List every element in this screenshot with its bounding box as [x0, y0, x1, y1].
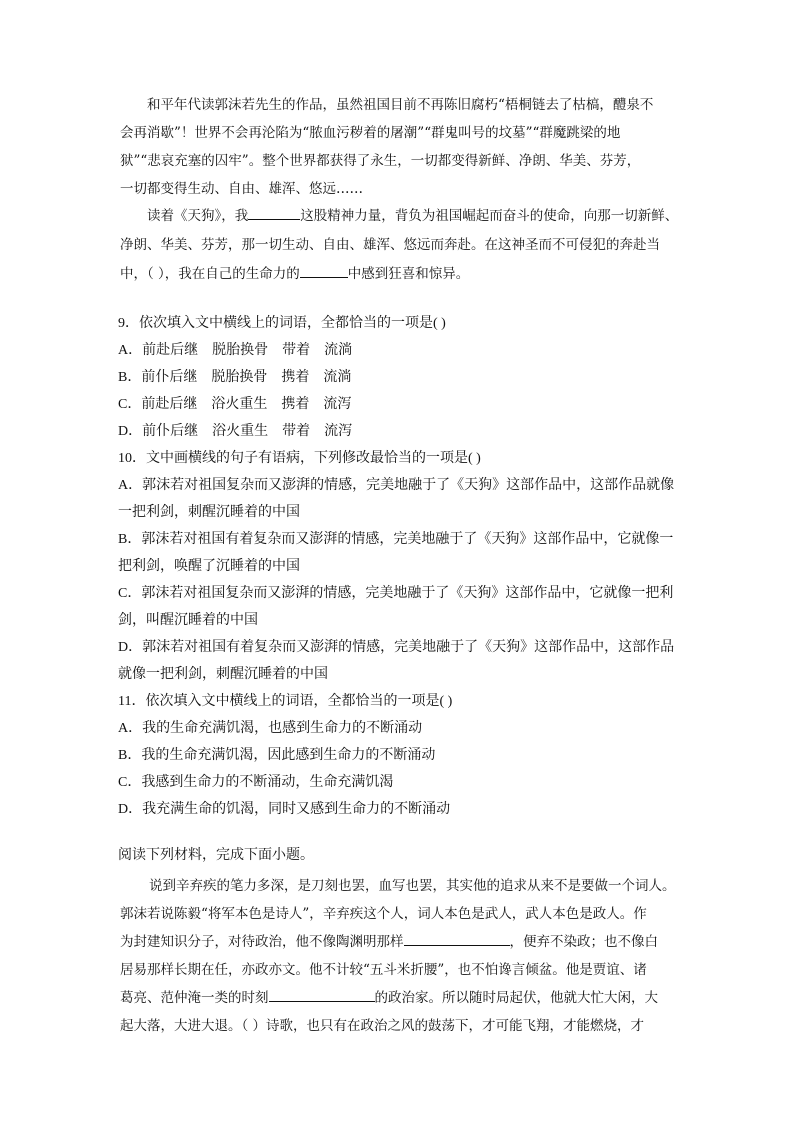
passage-paragraph-1: [120, 91, 676, 203]
passage-2: [120, 872, 676, 1040]
passage-paragraph-2: [120, 202, 679, 289]
question-9-option-d: D．前仆后继 浴火重生 带着 流泻: [118, 424, 353, 439]
question-10-option-b-cont: 把利剑，唤醒了沉睡着的中国: [118, 559, 300, 574]
text-segment: 的政治家。所以随时局起伏，他就大忙大闲，大: [374, 990, 658, 1006]
question-11-stem: 11．依次填入文中横线上的词语，全都恰当的一项是( ): [118, 694, 453, 709]
text-line: [120, 1012, 676, 1040]
fill-blank: [300, 265, 348, 278]
text-segment: 起大落，大进大退。（ ）诗歌，也只有在政治之风的鼓荡下，才可能飞翔，才能燃烧，才: [120, 1018, 645, 1034]
fill-blank: [248, 207, 300, 220]
question-9-option-a: A．前赴后继 脱胎换骨 带着 流淌: [118, 343, 353, 358]
section-instruction: 阅读下列材料，完成下面小题。: [118, 848, 314, 863]
text-line: [120, 202, 679, 231]
text-segment: 葛亮、范仲淹一类的时刻: [120, 990, 269, 1006]
text-line: [120, 928, 676, 956]
text-segment: ，便弃不染政；也不像白: [509, 934, 658, 950]
question-10-option-b: B．郭沫若对祖国有着复杂而又澎湃的情感，完美地融于了《天狗》这部作品中，它就像一: [118, 532, 674, 547]
text-segment: 读着《天狗》，我: [147, 208, 249, 224]
text-segment: 中感到狂喜和惊异。: [347, 266, 470, 282]
question-10-stem: 10．文中画横线的句子有语病，下列修改最恰当的一项是( ): [118, 451, 481, 466]
text-line: 会再消歇”！世界不会再沦陷为“脓血污秽着的屠潮”“群鬼叫号的坟墓”“群魔跳梁的地: [120, 125, 621, 141]
text-line: [120, 956, 676, 984]
text-line: 狱”“悲哀充塞的囚牢”。整个世界都获得了永生，一切都变得新鲜、净朗、华美、芬芳，: [120, 153, 641, 169]
question-11-option-d: D．我充满生命的饥渴，同时又感到生命力的不断涌动: [118, 802, 451, 817]
question-10-option-c: C．郭沫若对祖国复杂而又澎湃的情感，完美地融于了《天狗》这部作品中，它就像一把利: [118, 586, 674, 601]
question-9-option-b: B．前仆后继 脱胎换骨 携着 流淌: [118, 370, 352, 385]
fill-blank: [404, 933, 510, 946]
question-10-option-d-cont: 就像一把利剑，刺醒沉睡着的中国: [118, 667, 328, 682]
text-line: [120, 231, 676, 260]
question-10-option-a: A．郭沫若对祖国复杂而又澎湃的情感，完美地融于了《天狗》这部作品中，这部作品就像: [118, 478, 675, 493]
question-9-option-c: C．前赴后继 浴火重生 携着 流泻: [118, 397, 352, 412]
text-line: [120, 984, 676, 1012]
question-11-option-b: B．我的生命充满饥渴，因此感到生命力的不断涌动: [118, 748, 436, 763]
question-11-option-a: A．我的生命充满饥渴，也感到生命力的不断涌动: [118, 721, 423, 736]
text-segment: 居易那样长期在任，亦政亦文。他不计较“五斗米折腰”，也不怕谗言倾盆。他是贾谊、诸: [120, 962, 647, 978]
question-9-stem: 9．依次填入文中横线上的词语，全都恰当的一项是( ): [118, 316, 446, 331]
text-segment: 为封建知识分子，对待政治，他不像陶渊明那样: [120, 934, 404, 950]
text-segment: 这股精神力量，背负为祖国崛起而奋斗的使命，向那一切新鲜、: [300, 208, 679, 224]
text-line: [120, 872, 676, 900]
text-segment: 郭沫若说陈毅“将军本色是诗人”，辛弃疾这个人，词人本色是武人，武人本色是政人。作: [120, 906, 647, 922]
fill-blank: [269, 989, 375, 1002]
question-10-option-d: D．郭沫若对祖国有着复杂而又澎湃的情感，完美地融于了《天狗》这部作品中，这部作品: [118, 640, 675, 655]
question-10-option-a-cont: 一把利剑，刺醒沉睡着的中国: [118, 505, 300, 520]
question-10-option-c-cont: 剑，叫醒沉睡着的中国: [118, 613, 258, 628]
text-segment: 中，（ ），我在自己的生命力的: [120, 266, 300, 282]
text-line: 和平年代读郭沫若先生的作品，虽然祖国目前不再陈旧腐朽“梧桐链去了枯槁，醴泉不: [147, 97, 654, 113]
text-segment: 净朗、华美、芬芳，那一切生动、自由、雄浑、悠远而奔赴。在这神圣而不可侵犯的奔赴当: [120, 237, 660, 253]
text-line: 一切都变得生动、自由、雄浑、悠远……: [120, 181, 363, 197]
question-11-option-c: C．我感到生命力的不断涌动，生命充满饥渴: [118, 775, 394, 790]
text-line: [120, 900, 676, 928]
text-line: [120, 260, 676, 289]
text-segment: 说到辛弃疾的笔力多深，是刀刻也罢，血写也罢，其实他的追求从来不是要做一个词人。: [149, 878, 676, 894]
